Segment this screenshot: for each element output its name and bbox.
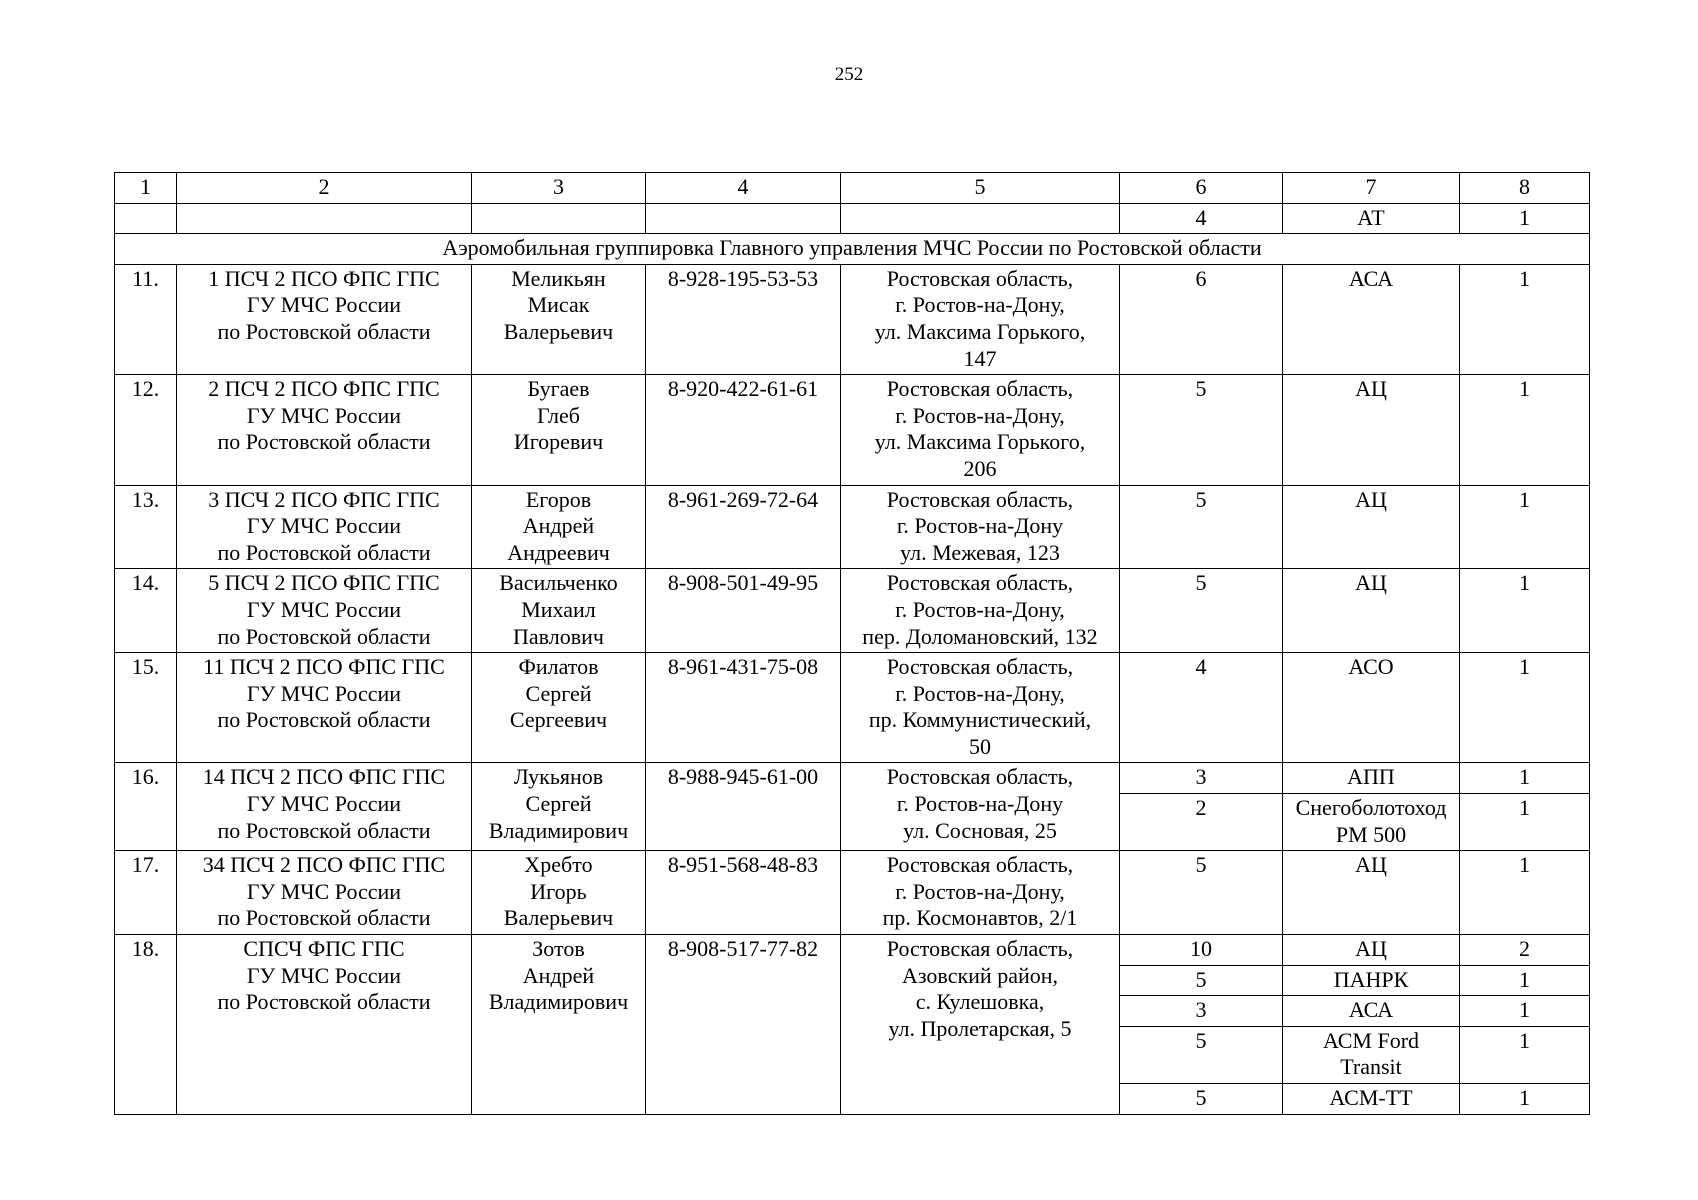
- unit-name-line: ГУ МЧС России: [246, 402, 402, 428]
- unit-name-line: 2 ПСЧ 2 ПСО ФПС ГПС: [208, 376, 440, 402]
- equipment-type-cell-line: АЦ: [1355, 936, 1387, 962]
- column-number-8: 8: [1460, 173, 1590, 204]
- equipment-count-cell: 1: [1460, 264, 1590, 374]
- person-name-line: Павлович: [513, 623, 604, 649]
- column-number-7: 7: [1283, 173, 1460, 204]
- address-line: пр. Космонавтов, 2/1: [882, 905, 1078, 931]
- unit-name-line: по Ростовской области: [217, 707, 431, 733]
- address-line: Ростовская область,: [886, 376, 1074, 402]
- column-number-3: 3: [472, 173, 646, 204]
- column-number-6: 6: [1120, 173, 1283, 204]
- person-name-line: Владимирович: [488, 817, 629, 843]
- equipment-type-cell: [1283, 794, 1460, 851]
- equipment-type-cell-line: ПАНРК: [1333, 966, 1409, 992]
- equipment-count-cell: 1: [1460, 653, 1590, 763]
- empty-cell: [177, 203, 472, 234]
- personnel-cell: 5: [1120, 851, 1283, 935]
- unit-name-line: 11 ПСЧ 2 ПСО ФПС ГПС: [203, 654, 445, 680]
- person-name-line: Мисак: [527, 292, 590, 318]
- address: [841, 375, 1120, 485]
- equipment-type-cell: [1283, 851, 1460, 935]
- unit-name-line: ГУ МЧС России: [246, 292, 402, 318]
- person-name-line: Бугаев: [527, 376, 590, 402]
- unit-name-line: ГУ МЧС России: [246, 680, 402, 706]
- person-name-line: Васильченко: [499, 570, 618, 596]
- row-number: 16.: [115, 763, 177, 851]
- person-name-line: Андрей: [522, 513, 595, 539]
- person-name-line: Сергей: [525, 791, 592, 817]
- empty-cell: [646, 203, 841, 234]
- table-body: [115, 173, 1590, 1115]
- person-name-line: Филатов: [518, 654, 599, 680]
- row-number: 15.: [115, 653, 177, 763]
- phone-number: 8-908-501-49-95: [646, 569, 841, 653]
- unit-name-line: по Ростовской области: [217, 989, 431, 1015]
- row-number: 18.: [115, 935, 177, 1115]
- table-row: [115, 264, 1590, 374]
- unit-name: [177, 264, 472, 374]
- equipment-type-cell: [1283, 965, 1460, 996]
- row-number: 13.: [115, 485, 177, 569]
- address-line: Ростовская область,: [886, 265, 1074, 291]
- personnel-cell: 5: [1120, 485, 1283, 569]
- phone-number: 8-961-269-72-64: [646, 485, 841, 569]
- equipment-count-cell: 1: [1460, 485, 1590, 569]
- equipment-type-cell: [1283, 653, 1460, 763]
- unit-name: [177, 851, 472, 935]
- address-line: г. Ростов-на-Дону,: [895, 680, 1065, 706]
- address-line: ул. Пролетарская, 5: [888, 1015, 1072, 1041]
- person-name-line: Хребто: [524, 852, 593, 878]
- empty-cell: [841, 203, 1120, 234]
- equipment-type-cell-line: РМ 500: [1335, 821, 1407, 847]
- equipment-type-cell-line: Снегоболотоход: [1295, 795, 1447, 821]
- person-name-line: Сергеевич: [509, 707, 608, 733]
- equipment-type-cell: [1283, 485, 1460, 569]
- group-title-row: [115, 234, 1590, 265]
- address-line: 50: [969, 733, 991, 759]
- phone-number: 8-951-568-48-83: [646, 851, 841, 935]
- address-line: 147: [963, 345, 997, 371]
- equipment-type-cell-line: АСМ-ТТ: [1329, 1085, 1413, 1110]
- address-line: г. Ростов-на-Дону,: [895, 292, 1065, 318]
- equipment-type-cell-line: Transit: [1340, 1054, 1402, 1080]
- person-name-line: Сергей: [525, 680, 592, 706]
- personnel-cell: 3: [1120, 996, 1283, 1027]
- personnel-cell: 4: [1120, 203, 1283, 234]
- unit-name-line: 3 ПСЧ 2 ПСО ФПС ГПС: [208, 486, 440, 512]
- unit-name: [177, 375, 472, 485]
- equipment-type-cell-line: АЦ: [1355, 852, 1387, 878]
- address-line: Ростовская область,: [886, 570, 1074, 596]
- unit-name-line: по Ростовской области: [217, 539, 431, 565]
- unit-name-line: по Ростовской области: [217, 905, 431, 931]
- unit-name-line: по Ростовской области: [217, 429, 431, 455]
- unit-name-line: ГУ МЧС России: [246, 596, 402, 622]
- address-line: г. Ростов-на-Дону: [896, 513, 1064, 539]
- phone-number: 8-920-422-61-61: [646, 375, 841, 485]
- table-row: [115, 935, 1590, 966]
- equipment-count-cell: 1: [1460, 203, 1590, 234]
- continuation-row: [115, 203, 1590, 234]
- personnel-cell: 5: [1120, 1026, 1283, 1083]
- unit-name-line: по Ростовской области: [217, 623, 431, 649]
- address-line: ул. Максима Горького,: [874, 318, 1086, 344]
- person-name-line: Андреевич: [507, 539, 610, 565]
- address-line: г. Ростов-на-Дону: [896, 791, 1064, 817]
- phone-number: 8-961-431-75-08: [646, 653, 841, 763]
- personnel-cell: 6: [1120, 264, 1283, 374]
- person-name-line: Меликьян: [511, 265, 606, 291]
- address-line: Азовский район,: [901, 962, 1059, 988]
- address: [841, 935, 1120, 1115]
- equipment-count-cell: 1: [1460, 375, 1590, 485]
- person-name-line: Валерьевич: [503, 318, 614, 344]
- address-line: ул. Сосновая, 25: [903, 817, 1057, 843]
- equipment-type-cell: [1283, 763, 1460, 794]
- row-number: 12.: [115, 375, 177, 485]
- address: [841, 763, 1120, 851]
- address-line: с. Кулешовка,: [915, 989, 1045, 1015]
- address-line: пр. Коммунистический,: [868, 707, 1092, 733]
- address-line: г. Ростов-на-Дону,: [895, 596, 1065, 622]
- unit-name-line: 1 ПСЧ 2 ПСО ФПС ГПС: [208, 265, 440, 291]
- personnel-cell: 3: [1120, 763, 1283, 794]
- person-name-line: Игоревич: [513, 429, 604, 455]
- person-name: [472, 264, 646, 374]
- phone-number: 8-988-945-61-00: [646, 763, 841, 851]
- address-line: Ростовская область,: [886, 764, 1074, 790]
- address-line: 206: [963, 455, 997, 481]
- person-name: [472, 569, 646, 653]
- equipment-count-cell: 1: [1460, 851, 1590, 935]
- unit-name-line: ГУ МЧС России: [246, 513, 402, 539]
- equipment-type-cell: [1283, 1084, 1460, 1115]
- row-number: 14.: [115, 569, 177, 653]
- phone-number: 8-908-517-77-82: [646, 935, 841, 1115]
- equipment-type-cell-line: АЦ: [1355, 570, 1387, 596]
- resource-table: [114, 172, 1590, 1115]
- unit-name-line: ГУ МЧС России: [246, 962, 402, 988]
- person-name: [472, 763, 646, 851]
- row-number: 17.: [115, 851, 177, 935]
- address-line: Ростовская область,: [886, 936, 1074, 962]
- table-row: [115, 851, 1590, 935]
- equipment-type-cell: [1283, 1026, 1460, 1083]
- address: [841, 264, 1120, 374]
- person-name-line: Михаил: [521, 596, 596, 622]
- equipment-type-cell-line: АСА: [1348, 997, 1394, 1023]
- equipment-type-cell-line: АСМ Ford: [1322, 1027, 1420, 1053]
- equipment-count-cell: 2: [1460, 935, 1590, 966]
- unit-name: [177, 935, 472, 1115]
- person-name-line: Андрей: [522, 962, 595, 988]
- address-line: Ростовская область,: [886, 852, 1074, 878]
- unit-name: [177, 569, 472, 653]
- address-line: г. Ростов-на-Дону,: [895, 402, 1065, 428]
- address-line: пер. Доломановский, 132: [862, 623, 1098, 649]
- equipment-type-cell-line: АЦ: [1355, 376, 1387, 402]
- column-number-1: 1: [115, 173, 177, 204]
- personnel-cell: 2: [1120, 794, 1283, 851]
- address-line: ул. Межевая, 123: [900, 539, 1060, 565]
- equipment-type-cell: [1283, 569, 1460, 653]
- group-title: Аэромобильная группировка Главного управления МЧС России по Ростовской области: [115, 234, 1590, 265]
- address-line: Ростовская область,: [886, 654, 1074, 680]
- person-name-line: Глеб: [536, 402, 580, 428]
- person-name: [472, 375, 646, 485]
- equipment-count-cell: 1: [1460, 794, 1590, 851]
- address: [841, 851, 1120, 935]
- person-name-line: Лукьянов: [513, 764, 604, 790]
- personnel-cell: 5: [1120, 1084, 1283, 1115]
- equipment-type-cell: [1283, 996, 1460, 1027]
- equipment-type-cell-line: АСО: [1348, 654, 1394, 680]
- unit-name-line: СПСЧ ФПС ГПС: [243, 936, 405, 962]
- unit-name-line: 5 ПСЧ 2 ПСО ФПС ГПС: [208, 570, 440, 596]
- table-row: [115, 763, 1590, 794]
- address: [841, 569, 1120, 653]
- equipment-count-cell: 1: [1460, 763, 1590, 794]
- personnel-cell: 5: [1120, 965, 1283, 996]
- empty-cell: [115, 203, 177, 234]
- equipment-count-cell: 1: [1460, 1026, 1590, 1083]
- equipment-type-cell-line: АЦ: [1355, 486, 1387, 512]
- table-row: [115, 569, 1590, 653]
- unit-name-line: по Ростовской области: [217, 318, 431, 344]
- unit-name: [177, 653, 472, 763]
- table-row: [115, 485, 1590, 569]
- address: [841, 485, 1120, 569]
- person-name-line: Зотов: [532, 936, 585, 962]
- equipment-type-cell-line: АСА: [1348, 265, 1394, 291]
- equipment-type-cell: АТ: [1283, 203, 1460, 234]
- equipment-count-cell: 1: [1460, 965, 1590, 996]
- empty-cell: [472, 203, 646, 234]
- person-name-line: Владимирович: [488, 989, 629, 1015]
- personnel-cell: 5: [1120, 375, 1283, 485]
- address-line: г. Ростов-на-Дону,: [895, 878, 1065, 904]
- person-name: [472, 485, 646, 569]
- row-number: 11.: [115, 264, 177, 374]
- column-number-2: 2: [177, 173, 472, 204]
- table-row: [115, 375, 1590, 485]
- table-row: [115, 653, 1590, 763]
- equipment-count-cell: 1: [1460, 996, 1590, 1027]
- unit-name-line: по Ростовской области: [217, 817, 431, 843]
- column-number-5: 5: [841, 173, 1120, 204]
- equipment-count-cell: 1: [1460, 569, 1590, 653]
- person-name-line: Валерьевич: [503, 905, 614, 931]
- address-line: Ростовская область,: [886, 486, 1074, 512]
- personnel-cell: 4: [1120, 653, 1283, 763]
- column-number-4: 4: [646, 173, 841, 204]
- unit-name-line: 14 ПСЧ 2 ПСО ФПС ГПС: [202, 764, 446, 790]
- equipment-type-cell: [1283, 375, 1460, 485]
- equipment-type-cell: [1283, 264, 1460, 374]
- equipment-type-cell: [1283, 935, 1460, 966]
- unit-name: [177, 763, 472, 851]
- equipment-type-cell-line: АПП: [1347, 764, 1395, 790]
- person-name: [472, 653, 646, 763]
- personnel-cell: 5: [1120, 569, 1283, 653]
- unit-name-line: ГУ МЧС России: [246, 791, 402, 817]
- address-line: ул. Максима Горького,: [874, 429, 1086, 455]
- page-number: 252: [834, 64, 864, 85]
- personnel-cell: 10: [1120, 935, 1283, 966]
- person-name: [472, 935, 646, 1115]
- person-name-line: Игорь: [530, 878, 587, 904]
- equipment-count-cell: 1: [1460, 1084, 1590, 1115]
- person-name-line: Егоров: [525, 486, 592, 512]
- person-name: [472, 851, 646, 935]
- unit-name-line: ГУ МЧС России: [246, 878, 402, 904]
- header-row: [115, 173, 1590, 204]
- phone-number: 8-928-195-53-53: [646, 264, 841, 374]
- unit-name: [177, 485, 472, 569]
- unit-name-line: 34 ПСЧ 2 ПСО ФПС ГПС: [202, 852, 446, 878]
- address: [841, 653, 1120, 763]
